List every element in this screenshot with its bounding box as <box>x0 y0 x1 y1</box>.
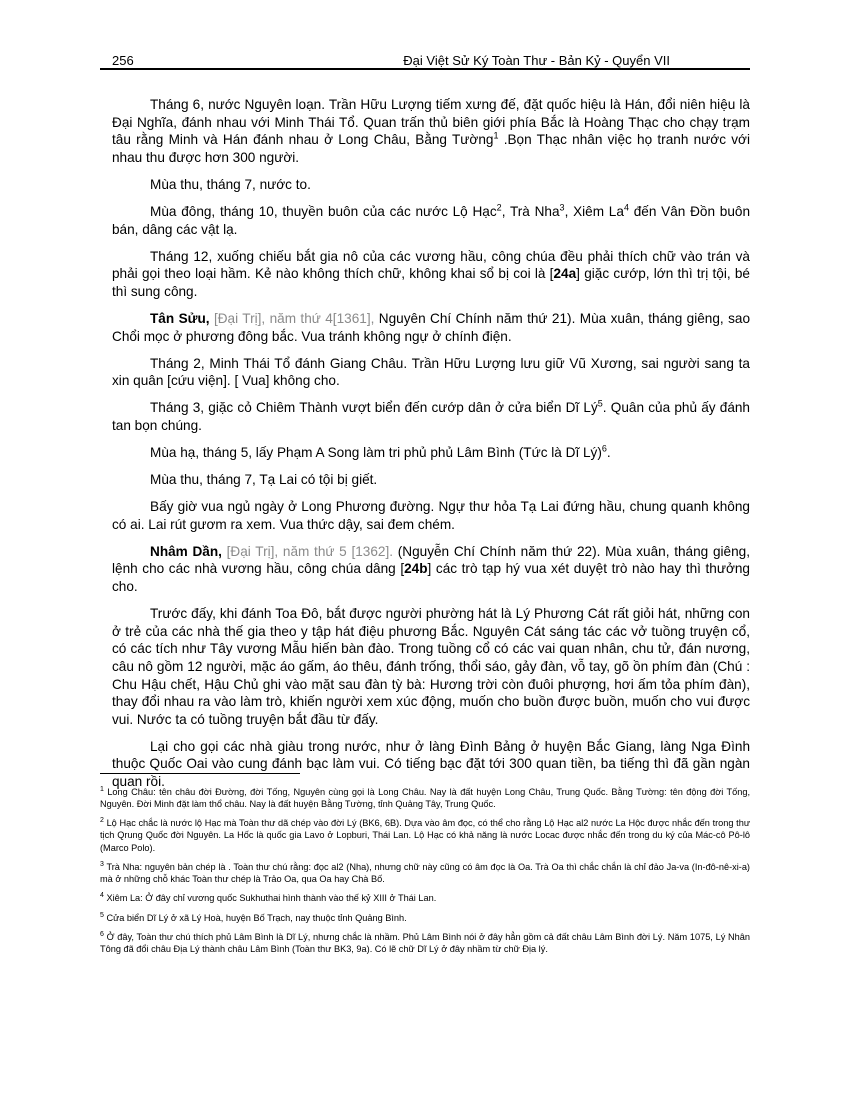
page-header <box>112 50 738 68</box>
footnote: $^4$ Xiêm La: Ở đây chỉ vương quốc Sukhuthai hình thành vào thế kỷ XIII ở Thái Lan. <box>100 892 437 904</box>
era-note: [Đại Trị], năm thứ 5 [1362]. <box>221 543 394 559</box>
footnote: $^2$ Lộ Hạc chắc là nước lộ Hạc mà Toàn thư dã chép vào đời Lý (BK6, 6B). Dựa vào âm đọc, có thể cho rằng Lộ Hạc al2 nước La Hộc được nhắc đến trong thư tịch Qrung Quốc đời Nguyên. La Hốc là quốc gia Lavo ở Lopburi, Thái Lan. Lộ Hạc có khả năng là nước Locac được nhắc đến trong du ký của Mác-cô Pô-lô (Marco Polo). <box>100 817 750 853</box>
footnotes <box>100 786 750 962</box>
footnote-ref[interactable]: 5 <box>597 398 603 409</box>
paragraph: Bấy giờ vua ngủ ngày ở Long Phương đường. Ngự thư hỏa Tạ Lai đứng hầu, chung quanh không có ai. Lai rút gươm ra xem. Vua thức dậy, sai đem chém. <box>112 499 750 532</box>
year-heading: Tân Sửu, <box>150 310 210 326</box>
footnote-ref[interactable]: 1 <box>493 130 499 141</box>
footnote-ref[interactable]: 2 <box>496 202 502 213</box>
era-note: [Đại Trị], năm thứ 4[1361], <box>209 310 375 326</box>
page-ref: 24a <box>553 266 577 282</box>
paragraph: Trước đấy, khi đánh Toa Đô, bắt được người phường hát là Lý Phương Cát rất giỏi hát, những con ở trẻ của các nhà thế gia theo y tập hát điệu phương Bắc. Nguyên Cát sáng tác các vở tuồng truyện cổ, có các tích như Tây vương Mẫu hiến bàn đào. Trong tuồng cổ có các vai quan nhân, chu tử, đán nương, câu nô gồm 12 người, mặc áo gấm, áo thêu, đánh trống, thổi sáo, gảy đàn, vỗ tay, gõ ồn phím đàn (Chú : Chu Hậu chết, Hậu Chủ ghi vào mặt sau đàn tỳ bà: Hương trời còn đuôi phượng, hơi ấm tỏa phím đàn), thay đổi nhau ra vào làm trò, khiến người xem xúc động, muốn cho buồn được buồn, muốn cho vui được vui. Nước ta có tuồng truyện bắt đầu từ đấy. <box>112 606 750 727</box>
header-rule <box>100 68 750 70</box>
paragraph: Mùa thu, tháng 7, nước to. <box>150 176 311 192</box>
footnote: $^3$ Trà Nha: nguyên bản chép là . Toàn thư chú rằng: đọc al2 (Nha), nhưng chữ này cũng có âm đọc là Oa. Trà Oa thì chắc chắn là chỉ đảo Ja-va (In-đô-nê-xi-a) mà ở những chỗ khác Toàn thư chép là Trảo Oa, qua Oa hay Chà Bố. <box>100 860 750 884</box>
footnote: $^1$ Long Châu: tên châu đời Đường, đời Tống, Nguyên cùng gọi là Long Châu. Nay là đất huyện Long Châu, Trung Quốc. Bằng Tường: tên động đời Tống, Nguyên. Đời Minh đặt làm thổ châu. Nay là đất huyện Bằng Tường, tỉnh Quảng Tây, Trung Quốc. <box>100 785 750 810</box>
paragraph: Mùa thu, tháng 7, Tạ Lai có tội bị giết. <box>150 472 378 488</box>
year-heading: Nhâm Dần, <box>150 543 222 559</box>
footnote: $^5$ Cửa biển Dĩ Lý ở xã Lý Hoà, huyện Bố Trạch, nay thuộc tỉnh Quảng Bình. <box>100 911 407 923</box>
page-ref: 24b <box>404 561 428 577</box>
paragraph: Tân Sửu, [Đại Trị], năm thứ 4[1361], Nguyên Chí Chính năm thứ 21). Mùa xuân, tháng giêng, sao Chổi mọc ở phương đông bắc. Vua tránh không ngự ở chính điện. <box>112 310 750 344</box>
paragraph: Nhâm Dần, [Đại Trị], năm thứ 5 [1362]. (Nguyễn Chí Chính năm thứ 22). Mùa xuân, tháng giêng, lệnh cho các nhà vương hầu, công chúa dâng [24b] các trò tạp hý vua xét duyệt trò nào hay thì thưởng cho. <box>112 543 750 595</box>
paragraph: Tháng 6, nước Nguyên loạn. Trần Hữu Lượng tiếm xưng đế, đặt quốc hiệu là Hán, đổi niên hiệu là Đại Nghĩa, đánh nhau với Minh Thái Tổ. Quan trấn thủ biên giới phía Bắc là Hoàng Thạc cho chạy trạm tâu rằng Minh và Hán đánh nhau ở Long Châu, Bằng Tường$^1$ .Bọn Thạc nhân việc họ tranh nước với nhau thu được hơn 300 người. <box>112 97 750 165</box>
paragraph: Tháng 2, Minh Thái Tổ đánh Giang Châu. Trần Hữu Lượng lưu giữ Vũ Xương, sai người sang ta xin quân [cứu viện]. [ Vua] không cho. <box>112 355 750 389</box>
page-number: 256 <box>112 53 134 68</box>
running-title: Đại Việt Sử Ký Toàn Thư - Bản Kỷ - Quyển VII <box>403 53 670 68</box>
footnote-ref[interactable]: 3 <box>559 202 565 213</box>
paragraph: Mùa hạ, tháng 5, lấy Phạm A Song làm tri phủ phủ Lâm Bình (Tức là Dĩ Lý)$^6$. <box>150 443 611 460</box>
paragraph: Tháng 3, giặc cỏ Chiêm Thành vượt biển đến cướp dân ở cửa biển Dĩ $Lý^5$. Quân của phủ ấy đánh tan bọn chúng. <box>112 398 750 433</box>
footnote-ref[interactable]: 4 <box>623 202 629 213</box>
paragraph: Lại cho gọi các nhà giàu trong nước, như ở làng Đình Bảng ở huyện Bắc Giang, làng Nga Đình thuộc Quốc Oai vào cung đánh bạc làm vui. Có tiếng bạc đặt tới 300 quan tiền, ba tiếng thì đã gần ngàn quan rồi. <box>112 738 750 789</box>
footnote-ref[interactable]: 6 <box>601 443 607 454</box>
paragraph: Tháng 12, xuống chiếu bắt gia nô của các vương hầu, công chúa đều phải thích chữ vào trán và phải gọi theo loại hầm. Kẻ nào không thích chữ, không khai sổ bị coi là [24a] giặc cướp, lớn thì trị tội, bé thì sung công. <box>112 248 750 299</box>
footnote-rule <box>100 773 300 774</box>
main-text <box>112 96 750 800</box>
footnote: $^6$ Ở đây, Toàn thư chú thích phủ Lâm Bình là Dĩ Lý, nhưng chắc là nhầm. Phủ Lâm Bình nói ở đây hẳn gồm cả đất châu Lâm Bình đời Lý. Năm 1075, Lý Nhân Tông đã đổi châu Địa Lý thành châu Lâm Bình (Toàn thư BK3, 9a). Có lẽ chữ Dĩ Lý ở đây nhầm từ chữ Địa lý. <box>100 930 750 954</box>
paragraph: Mùa đông, tháng 10, thuyền buôn của các nước Lộ Hạc$^2$, Trà Nha$^3$, Xiêm La$^4$ đến Vân Đồn buôn bán, dâng các vật lạ. <box>112 202 750 237</box>
